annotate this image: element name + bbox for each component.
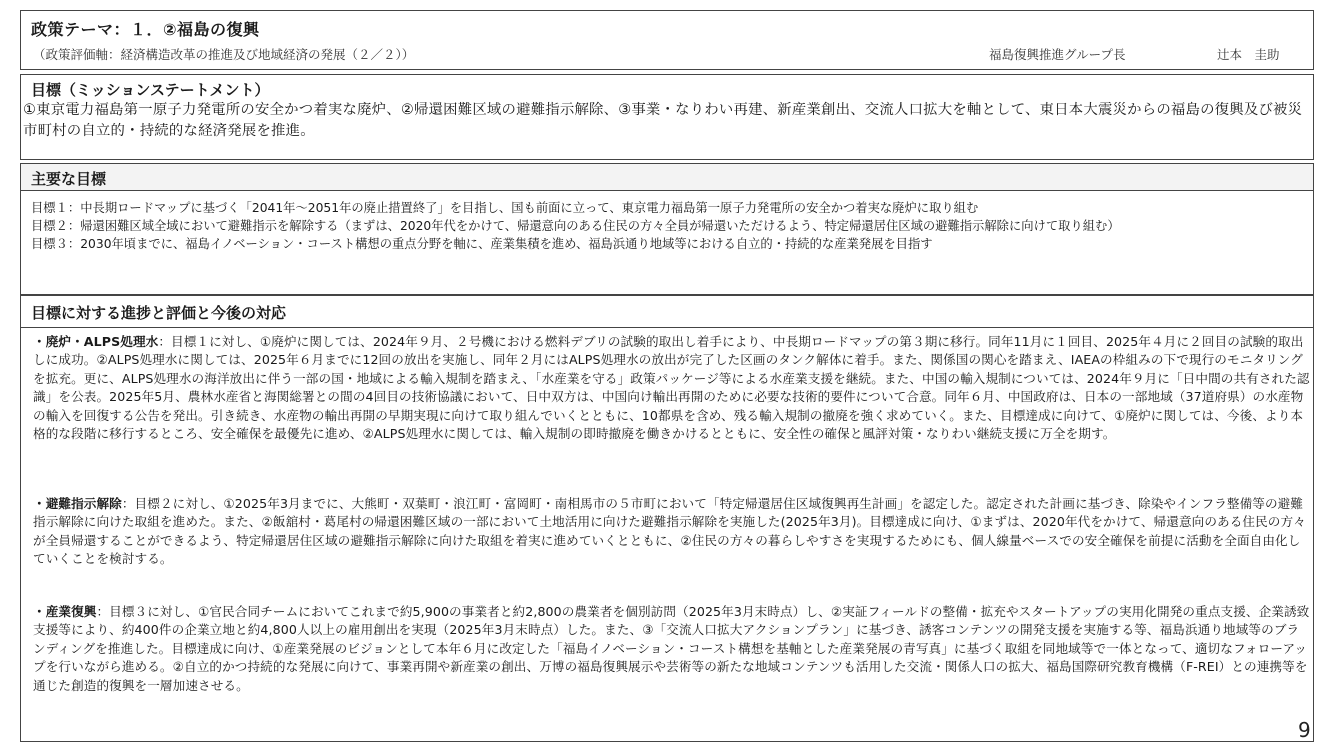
- goal-list: [31, 199, 1311, 253]
- mission-title: 目標（ミッションステートメント）: [31, 81, 270, 99]
- goal-text: 帰還困難区域全域において避難指示を解除する（まずは、2020年代をかけて、帰還意向のある住民の方々全員が帰還いただけるよう、特定帰還居住区域の避難指示解除に向けて取り組む）: [80, 219, 1120, 233]
- goal-item: [31, 235, 1311, 253]
- progress-paragraph-evacuation: [33, 495, 1311, 569]
- goal-separator: ：: [67, 201, 81, 215]
- progress-paragraph-decommissioning: [33, 333, 1311, 443]
- goal-separator: ：: [67, 219, 81, 233]
- owner-name: 辻本 圭助: [1217, 47, 1280, 62]
- paragraph-text: ：目標３に対し、①官民合同チームにおいてこれまで約5,900の事業者と約2,800の農業者を個別訪問（2025年3月末時点）し、②実証フィールドの整備・拡充やスタートアップの実用化開発の重点支援、企業誘致支援等により、約400件の企業立地と約4,800人以上の雇用創出を実現（2025年3月末時点）した。また、③「交流人口拡大アクションプラン」に基づき、誘客コンテンツの開発支援を実施する等、福島浜通り地域等のブランディングを推進した。目標達成に向け、①産業発展のビジョンとして本年６月に改定した「福島イノベーション・コースト構想を基軸とした産業発展の青写真」に基づく取組を同地域等で一体となって、適切なフォローアップを行いながら進める。②自立的かつ持続的な発展に向けて、事業再開や新産業の創出、万博の福島復興展示や芸術等の新たな地域コンテンツも活用した交流・関係人口の拡大、福島国際研究教育機構（F-REI）との連携等を通じた創造的復興を一層加速させる。: [33, 604, 1310, 693]
- goal-item: [31, 199, 1311, 217]
- goal-label: 目標３: [31, 237, 68, 251]
- owner-role: 福島復興推進グループ長: [989, 47, 1126, 62]
- evaluation-axis: （政策評価軸：経済構造改革の推進及び地域経済の発展（２／２））: [33, 47, 415, 62]
- paragraph-lead: ・避難指示解除: [33, 496, 122, 511]
- progress-title: 目標に対する進捗と評価と今後の対応: [31, 304, 287, 322]
- progress-paragraph-industry: [33, 603, 1311, 695]
- key-goals-box: [20, 163, 1314, 296]
- progress-box: [20, 294, 1314, 742]
- paragraph-text: ：目標２に対し、①2025年3月までに、大熊町・双葉町・浪江町・富岡町・南相馬市の５市町において「特定帰還居住区域復興再生計画」を認定した。認定された計画に基づき、除染やインフラ整備等の避難指示解除に向けた取組を進めた。また、②飯舘村・葛尾村の帰還困難区域の一部において土地活用に向けた避難指示解除を実施した(2025年3月)。目標達成に向け、①まずは、2020年代をかけて、帰還意向のある住民の方々が全員帰還することができるよう、特定帰還居住区域の避難指示解除に向けた取組を着実に進めていくとともに、②住民の方々の暮らしやすさを実現するためにも、個人線量ベースでの安全確保を前提に活動を全面自由化していくことを検討する。: [33, 496, 1306, 567]
- policy-theme-title: 政策テーマ：１．②福島の復興: [31, 20, 260, 39]
- paragraph-text: ：目標１に対し、①廃炉に関しては、2024年９月、２号機における燃料デブリの試験的取出し着手により、中長期ロードマップの第３期に移行。同年11月に１回目、2025年４月に２回目の試験的取出しに成功。②ALPS処理水に関しては、2025年６月までに12回の放出を実施し、同年２月にはALPS処理水の放出が完了した区画のタンク解体に着手。また、関係国の関心を踏まえ、IAEAの枠組みの下で現行のモニタリングを拡充。更に、ALPS処理水の海洋放出に伴う一部の国・地域による輸入規制を踏まえ、「水産業を守る」政策パッケージ等による水産業支援を継続。また、中国の輸入規制については、2024年９月に「日中間の共有された認識」を公表。2025年5月、農林水産省と海関総署との間の4回目の技術協議において、日中双方は、中国向け輸出再開のために必要な技術的要件について合意。同年６月、中国政府は、日本の一部地域（37道府県）の水産物の輸入を回復する公告を発出。引き続き、水産物の輸出再開の早期実現に向けて取り組んでいくとともに、10都県を含め、残る輸入規制の撤廃を強く求めていく。また、目標達成に向けて、①廃炉に関しては、今後、より本格的な段階に移行するところ、安全確保を最優先に進め、②ALPS処理水に関しては、輸入規制の即時撤廃を働きかけるとともに、安全性の確保と風評対策・なりわい継続支援に万全を期す。: [33, 334, 1310, 442]
- goal-label: 目標１: [31, 201, 68, 215]
- goal-text: 2030年頃までに、福島イノベーション・コースト構想の重点分野を軸に、産業集積を進め、福島浜通り地域等における自立的・持続的な産業発展を目指す: [80, 237, 933, 251]
- paragraph-lead: ・廃炉・ALPS処理水: [33, 334, 159, 349]
- progress-header: [21, 295, 1313, 328]
- key-goals-title: 主要な目標: [31, 170, 107, 188]
- paragraph-lead: ・産業復興: [33, 604, 97, 619]
- slide-frame: [20, 10, 1314, 742]
- mission-box: [20, 74, 1314, 160]
- mission-statement: ①東京電力福島第一原子力発電所の安全かつ着実な廃炉、②帰還困難区域の避難指示解除、③事業・なりわい再建、新産業創出、交流人口拡大を軸として、東日本大震災からの福島の復興及び被災市町村の自立的・持続的な経済発展を推進。: [23, 102, 1303, 139]
- goal-label: 目標２: [31, 219, 68, 233]
- page-number: 9: [1298, 718, 1311, 742]
- header-box: [20, 10, 1314, 70]
- goal-text: 中長期ロードマップに基づく「2041年～2051年の廃止措置終了」を目指し、国も前面に立って、東京電力福島第一原子力発電所の安全かつ着実な廃炉に取り組む: [80, 201, 979, 215]
- goal-separator: ：: [67, 237, 81, 251]
- goal-item: [31, 217, 1311, 235]
- key-goals-header: [21, 164, 1313, 191]
